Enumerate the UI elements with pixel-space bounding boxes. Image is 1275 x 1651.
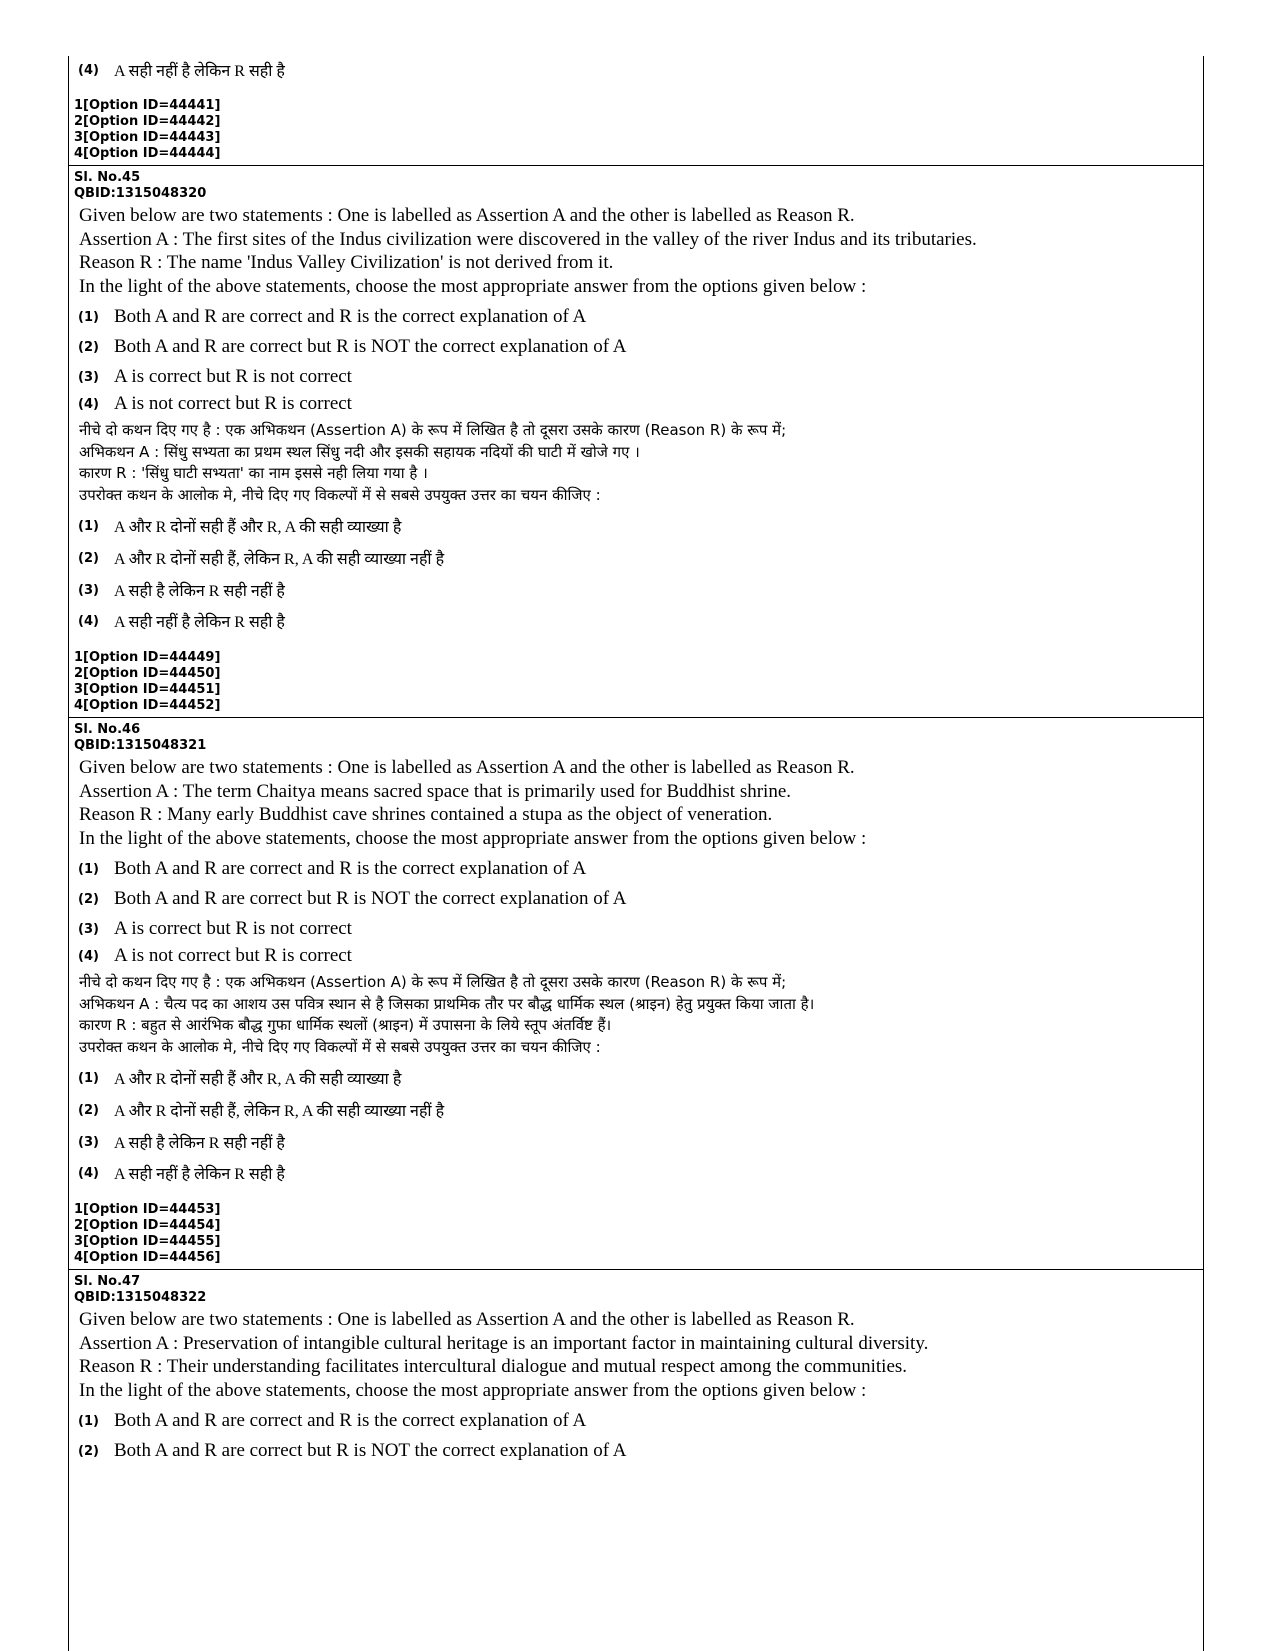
option-number: (4) bbox=[78, 396, 99, 412]
option-number: (2) bbox=[78, 1443, 99, 1459]
option-text: Both A and R are correct and R is the correct explanation of A bbox=[114, 858, 587, 879]
option-id: 2[Option ID=44450] bbox=[74, 666, 221, 681]
stem-line: अभिकथन A : चैत्य पद का आशय उस पवित्र स्थान से है जिसका प्राथमिक तौर पर बौद्ध धार्मिक स्थल (श्राइन) हेतु प्रयुक्त किया जाता है। bbox=[79, 994, 815, 1013]
option-3 bbox=[69, 914, 1203, 944]
question-paper bbox=[68, 56, 1204, 1651]
serial-number: Sl. No.45 bbox=[74, 170, 141, 185]
option-2 bbox=[69, 1436, 1203, 1466]
option-id: 4[Option ID=44456] bbox=[74, 1250, 221, 1265]
question-44-tail bbox=[69, 56, 1203, 162]
option-number: (2) bbox=[78, 550, 99, 566]
stem-line: In the light of the above statements, choose the most appropriate answer from the options given below : bbox=[79, 827, 867, 849]
option-1-hindi bbox=[69, 1062, 1203, 1094]
option-number: (4) bbox=[78, 613, 99, 629]
option-4 bbox=[69, 944, 1203, 968]
serial-number: Sl. No.47 bbox=[74, 1274, 141, 1289]
option-number: (1) bbox=[78, 1413, 99, 1429]
option-text: A और R दोनों सही हैं और R, A की सही व्याख्या है bbox=[114, 1071, 402, 1088]
option-id-list bbox=[69, 98, 1203, 162]
qbid: QBID:1315048320 bbox=[74, 186, 207, 201]
stem-line: कारण R : 'सिंधु घाटी सभ्यता' का नाम इससे नही लिया गया है । bbox=[79, 464, 428, 482]
option-id: 2[Option ID=44454] bbox=[74, 1218, 221, 1233]
stem-line: कारण R : बहुत से आरंभिक बौद्ध गुफा धार्मिक स्थलों (श्राइन) में उपासना के लिये स्तूप अंतर्विष्ट हैं। bbox=[79, 1016, 612, 1034]
option-text: A is correct but R is not correct bbox=[114, 918, 352, 939]
option-id: 3[Option ID=44455] bbox=[74, 1234, 221, 1249]
option-2-hindi bbox=[69, 1094, 1203, 1126]
option-3-hindi bbox=[69, 1126, 1203, 1158]
question-47 bbox=[69, 1269, 1203, 1466]
question-stem-hindi bbox=[69, 972, 1203, 1058]
stem-line: Reason R : The name 'Indus Valley Civilization' is not derived from it. bbox=[79, 252, 614, 273]
option-4-hindi bbox=[69, 1158, 1203, 1188]
option-text: A is not correct but R is correct bbox=[114, 393, 352, 414]
option-number: (2) bbox=[78, 1102, 99, 1118]
option-text: A सही नहीं है लेकिन R सही है bbox=[114, 614, 285, 631]
option-id: 4[Option ID=44444] bbox=[74, 146, 221, 161]
serial-number: Sl. No.46 bbox=[74, 722, 141, 737]
option-id: 2[Option ID=44442] bbox=[74, 114, 221, 129]
option-text: A is not correct but R is correct bbox=[114, 945, 352, 966]
option-id: 1[Option ID=44453] bbox=[74, 1202, 221, 1217]
option-id: 3[Option ID=44451] bbox=[74, 682, 221, 697]
option-number: (1) bbox=[78, 518, 99, 534]
stem-line: Assertion A : The first sites of the Indus civilization were discovered in the valley of the river Indus and its tributaries. bbox=[79, 228, 977, 250]
option-text: A सही है लेकिन R सही नहीं है bbox=[114, 583, 285, 600]
option-text: A सही नहीं है लेकिन R सही है bbox=[114, 1166, 285, 1183]
stem-line: Given below are two statements : One is labelled as Assertion A and the other is labelled as Reason R. bbox=[79, 1309, 855, 1330]
option-1 bbox=[69, 1406, 1203, 1436]
option-number: (2) bbox=[78, 891, 99, 907]
qbid: QBID:1315048321 bbox=[74, 738, 207, 753]
option-text: Both A and R are correct but R is NOT the correct explanation of A bbox=[114, 336, 627, 357]
option-number: (4) bbox=[78, 1165, 99, 1181]
option-4 bbox=[69, 392, 1203, 416]
option-4 bbox=[69, 56, 1203, 84]
option-1 bbox=[69, 854, 1203, 884]
stem-line: Reason R : Their understanding facilitates intercultural dialogue and mutual respect among the communities. bbox=[79, 1356, 908, 1377]
option-1-hindi bbox=[69, 510, 1203, 542]
option-id: 1[Option ID=44449] bbox=[74, 650, 221, 665]
option-text: Both A and R are correct and R is the correct explanation of A bbox=[114, 1410, 587, 1431]
option-text: A और R दोनों सही हैं और R, A की सही व्याख्या है bbox=[114, 519, 402, 536]
question-stem-hindi bbox=[69, 420, 1203, 506]
stem-line: Given below are two statements : One is labelled as Assertion A and the other is labelled as Reason R. bbox=[79, 757, 855, 778]
question-45 bbox=[69, 165, 1203, 714]
stem-line: नीचे दो कथन दिए गए है : एक अभिकथन (Assertion A) के रूप में लिखित है तो दूसरा उसके कारण (Reason R) के रूप में; bbox=[79, 421, 787, 439]
stem-line: उपरोक्त कथन के आलोक मे, नीचे दिए गए विकल्पों में से सबसे उपयुक्त उत्तर का चयन कीजिए : bbox=[79, 1037, 601, 1056]
option-number: (3) bbox=[78, 369, 99, 385]
option-number: (2) bbox=[78, 339, 99, 355]
option-id-list bbox=[69, 1202, 1203, 1266]
stem-line: उपरोक्त कथन के आलोक मे, नीचे दिए गए विकल्पों में से सबसे उपयुक्त उत्तर का चयन कीजिए : bbox=[79, 485, 601, 504]
option-text: A is correct but R is not correct bbox=[114, 366, 352, 387]
option-number: (3) bbox=[78, 1134, 99, 1150]
option-text: Both A and R are correct but R is NOT the correct explanation of A bbox=[114, 1440, 627, 1461]
stem-line: In the light of the above statements, choose the most appropriate answer from the options given below : bbox=[79, 1379, 867, 1401]
option-text: A और R दोनों सही हैं, लेकिन R, A की सही व्याख्या नहीं है bbox=[114, 1103, 445, 1120]
question-46 bbox=[69, 717, 1203, 1266]
option-4-hindi bbox=[69, 606, 1203, 636]
option-id: 3[Option ID=44443] bbox=[74, 130, 221, 145]
option-number: (4) bbox=[78, 62, 99, 78]
question-stem-english bbox=[69, 204, 1203, 298]
option-1 bbox=[69, 302, 1203, 332]
option-id: 1[Option ID=44441] bbox=[74, 98, 221, 113]
stem-line: Assertion A : Preservation of intangible cultural heritage is an important factor in maintaining cultural diversity. bbox=[79, 1332, 929, 1354]
question-stem-english bbox=[69, 1308, 1203, 1402]
option-3 bbox=[69, 362, 1203, 392]
option-2 bbox=[69, 884, 1203, 914]
option-number: (1) bbox=[78, 309, 99, 325]
option-2-hindi bbox=[69, 542, 1203, 574]
option-text: Both A and R are correct and R is the correct explanation of A bbox=[114, 306, 587, 327]
stem-line: In the light of the above statements, choose the most appropriate answer from the options given below : bbox=[79, 275, 867, 297]
option-text: A और R दोनों सही हैं, लेकिन R, A की सही व्याख्या नहीं है bbox=[114, 551, 445, 568]
stem-line: अभिकथन A : सिंधु सभ्यता का प्रथम स्थल सिंधु नदी और इसकी सहायक नदियों की घाटी में खोजे गए । bbox=[79, 442, 640, 461]
option-number: (1) bbox=[78, 1070, 99, 1086]
stem-line: Assertion A : The term Chaitya means sacred space that is primarily used for Buddhist shrine. bbox=[79, 780, 791, 802]
option-id: 4[Option ID=44452] bbox=[74, 698, 221, 713]
question-stem-english bbox=[69, 756, 1203, 850]
option-2 bbox=[69, 332, 1203, 362]
qbid: QBID:1315048322 bbox=[74, 1290, 207, 1305]
option-number: (1) bbox=[78, 861, 99, 877]
option-text: Both A and R are correct but R is NOT the correct explanation of A bbox=[114, 888, 627, 909]
option-3-hindi bbox=[69, 574, 1203, 606]
stem-line: Reason R : Many early Buddhist cave shrines contained a stupa as the object of veneration. bbox=[79, 804, 773, 825]
stem-line: Given below are two statements : One is labelled as Assertion A and the other is labelled as Reason R. bbox=[79, 205, 855, 226]
option-number: (4) bbox=[78, 948, 99, 964]
stem-line: नीचे दो कथन दिए गए है : एक अभिकथन (Assertion A) के रूप में लिखित है तो दूसरा उसके कारण (Reason R) के रूप में; bbox=[79, 973, 787, 991]
option-id-list bbox=[69, 650, 1203, 714]
option-text: A सही नहीं है लेकिन R सही है bbox=[114, 63, 285, 80]
option-text: A सही है लेकिन R सही नहीं है bbox=[114, 1135, 285, 1152]
option-number: (3) bbox=[78, 921, 99, 937]
option-number: (3) bbox=[78, 582, 99, 598]
